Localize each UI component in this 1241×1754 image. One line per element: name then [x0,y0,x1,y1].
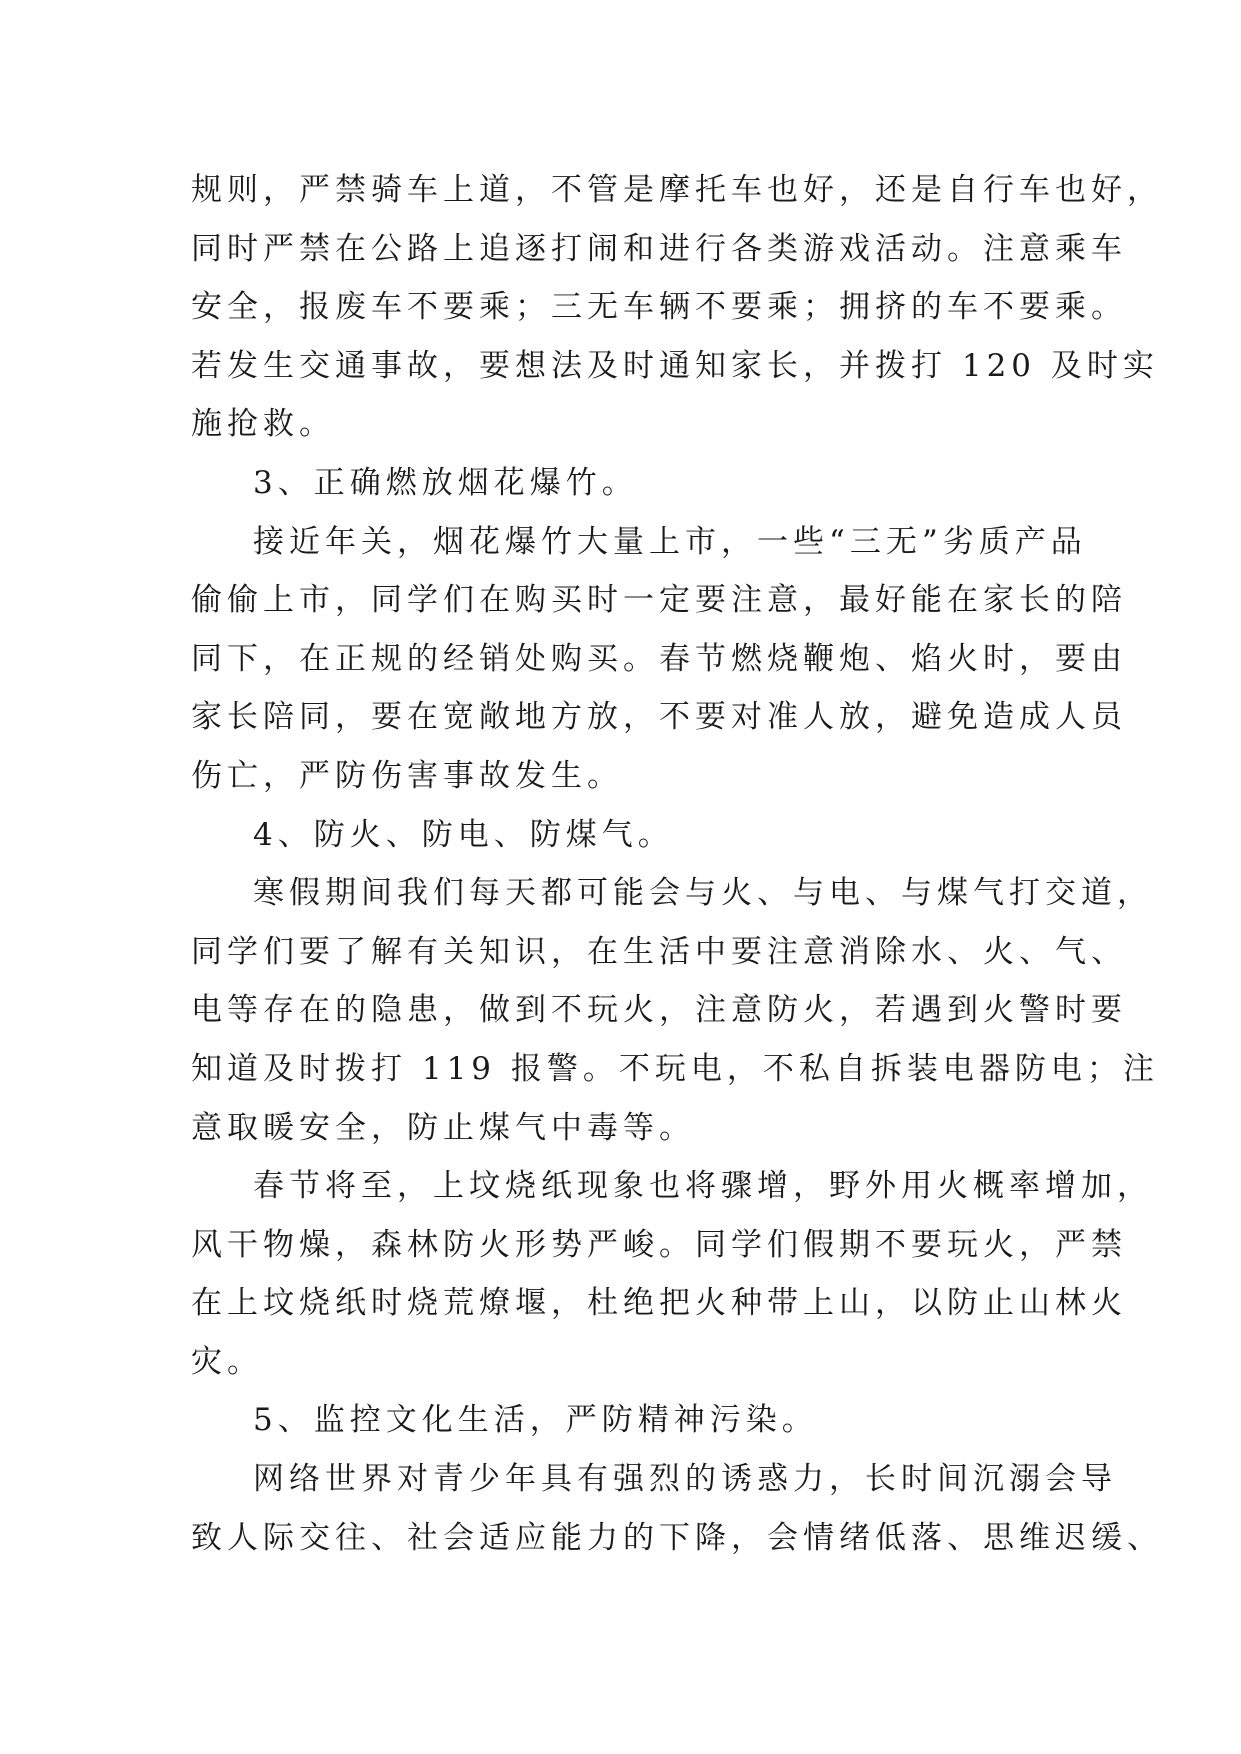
document-body [191,161,1163,1567]
text-line: 若发生交通事故，要想法及时通知家长，并拨打 120 及时实 [191,347,1159,384]
text-line: 知道及时拨打 119 报警。不玩电，不私自拆装电器防电；注 [191,1050,1159,1087]
text-line: 网络世界对青少年具有强烈的诱惑力，长时间沉溺会导 [253,1461,1117,1498]
text-line: 同学们要了解有关知识，在生活中要注意消除水、火、气、 [191,933,1127,970]
text-line: 施抢救。 [191,406,335,443]
text-line: 规则，严禁骑车上道，不管是摩托车也好，还是自行车也好， [191,172,1163,208]
section-heading: 4、防火、防电、防煤气。 [253,816,674,853]
text-line: 电等存在的隐患，做到不玩火，注意防火，若遇到火警时要 [191,992,1127,1029]
text-line: 在上坟烧纸时烧荒燎堰，杜绝把火种带上山，以防止山林火 [191,1285,1127,1322]
text-line: 同下，在正规的经销处购买。春节燃烧鞭炮、焰火时，要由 [191,640,1127,677]
text-line: 同时严禁在公路上追逐打闹和进行各类游戏活动。注意乘车 [191,230,1127,267]
text-line: 家长陪同，要在宽敞地方放，不要对准人放，避免造成人员 [191,699,1127,736]
section-heading: 5、监控文化生活，严防精神污染。 [253,1402,818,1439]
text-line: 意取暖安全，防止煤气中毒等。 [191,1109,695,1146]
text-line: 灾。 [191,1343,263,1380]
text-line: 接近年关，烟花爆竹大量上市，一些“三无”劣质产品 [253,523,1087,560]
text-line: 春节将至，上坟烧纸现象也将骤增，野外用火概率增加， [253,1168,1153,1205]
text-line: 寒假期间我们每天都可能会与火、与电、与煤气打交道， [253,875,1153,912]
text-line: 致人际交往、社会适应能力的下降，会情绪低落、思维迟缓、 [191,1519,1163,1556]
text-line: 风干物燥，森林防火形势严峻。同学们假期不要玩火，严禁 [191,1226,1127,1263]
text-line: 安全，报废车不要乘；三无车辆不要乘；拥挤的车不要乘。 [191,289,1127,326]
text-line: 偷偷上市，同学们在购买时一定要注意，最好能在家长的陪 [191,582,1127,619]
section-heading: 3、正确燃放烟花爆竹。 [253,464,638,501]
text-line: 伤亡，严防伤害事故发生。 [191,757,623,794]
